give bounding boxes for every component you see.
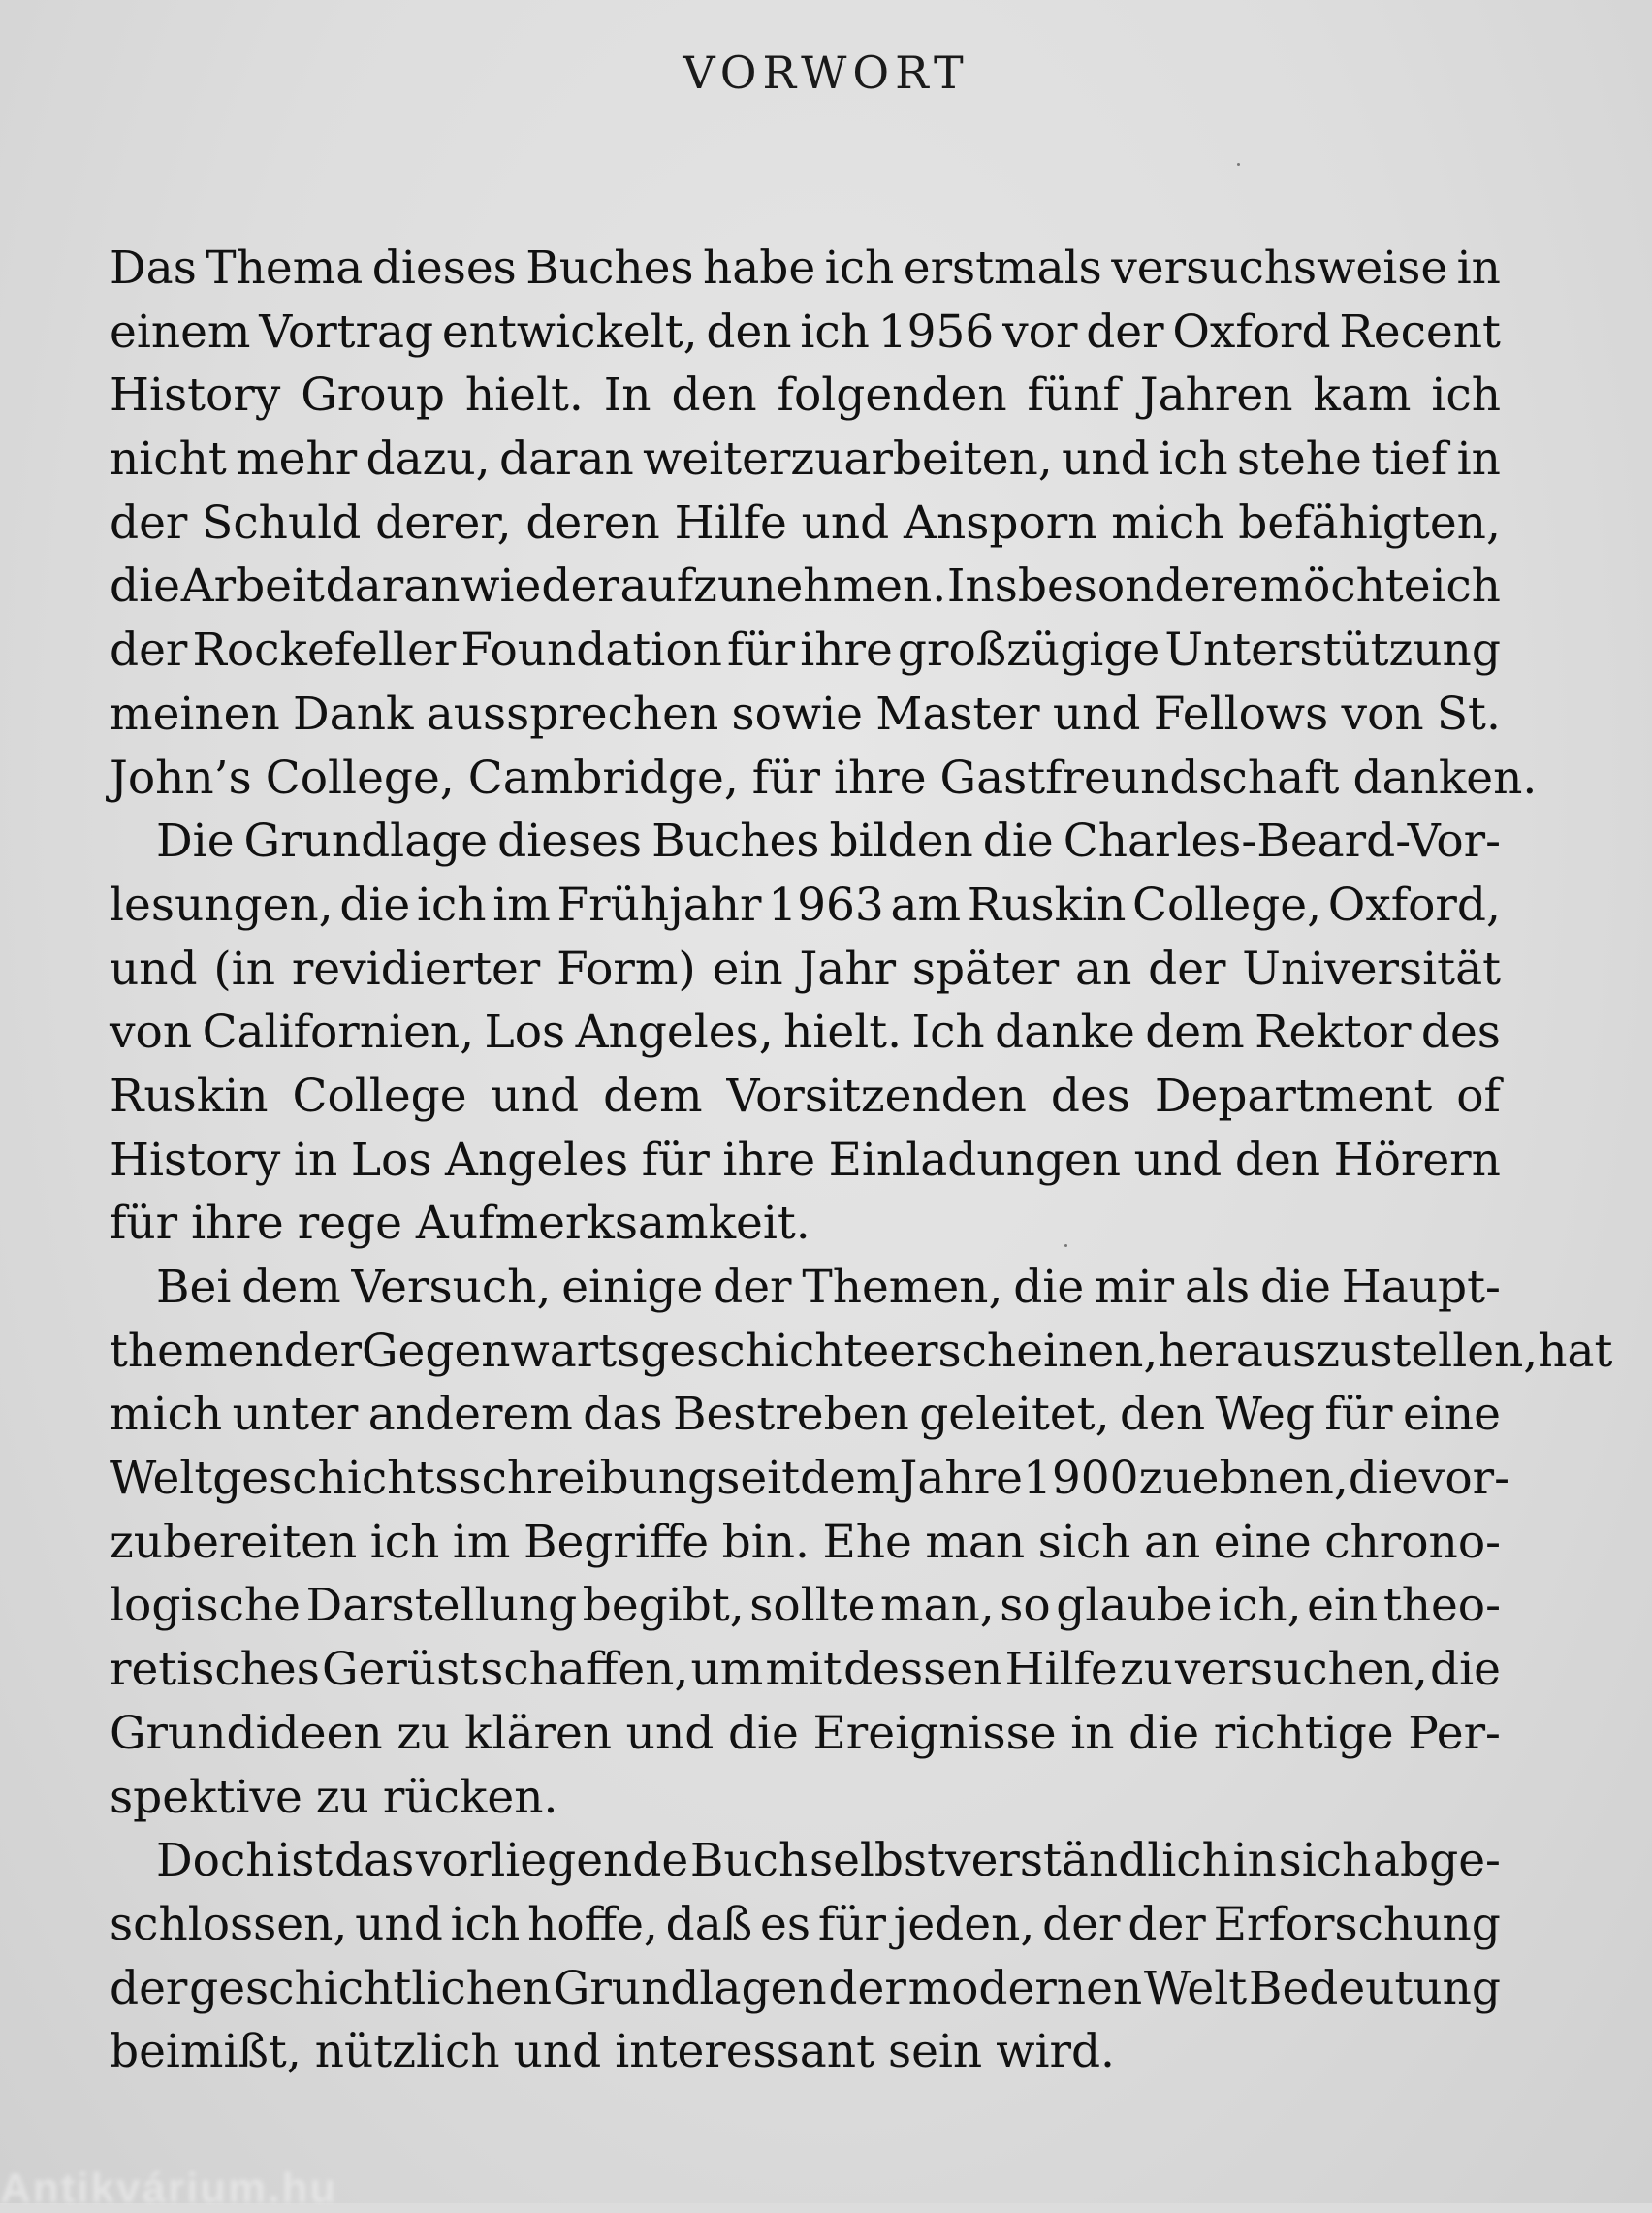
text-line: die Arbeit daran wieder aufzunehmen. Insbesondere möchte ich (110, 560, 1501, 614)
text-line: Weltgeschichtsschreibung seit dem Jahre 1900 zu ebnen, die vor- (110, 1452, 1509, 1506)
text-line: zubereiten ich im Begriffe bin. Ehe man sich an eine chrono- (110, 1515, 1501, 1569)
text-line: lesungen, die ich im Frühjahr 1963 am Ruskin College, Oxford, (110, 878, 1501, 932)
text-line: nicht mehr dazu, daran weiterzuarbeiten, und ich stehe tief in (110, 433, 1501, 487)
text-line: History Group hielt. In den folgenden fünf Jahren kam ich (110, 369, 1501, 423)
text-line: der Rockefeller Foundation für ihre großzügige Unterstützung (110, 624, 1501, 678)
text-line: mich unter anderem das Bestreben geleitet, den Weg für eine (110, 1388, 1501, 1442)
watermark-text: Antikvárium.hu (0, 2165, 338, 2212)
text-line: History in Los Angeles für ihre Einladungen und den Hörern (110, 1133, 1501, 1187)
text-line: der Schuld derer, deren Hilfe und Ansporn mich befähigten, (110, 496, 1501, 550)
text-line: der geschichtlichen Grundlagen der modernen Welt Bedeutung (110, 1961, 1501, 2015)
text-line: Doch ist das vorliegende Buch selbstverständlich in sich abge- (156, 1834, 1501, 1888)
text-line: themen der Gegenwartsgeschichte erscheinen, herauszustellen, hat (110, 1324, 1613, 1378)
text-line: logische Darstellung begibt, sollte man, so glaube ich, ein theo- (110, 1579, 1501, 1633)
text-line: beimißt, nützlich und interessant sein wird. (110, 2025, 1115, 2079)
page-heading: VORWORT (683, 47, 969, 99)
text-line: retisches Gerüst schaffen, um mit dessen Hilfe zu versuchen, die (110, 1643, 1501, 1697)
text-line: einem Vortrag entwickelt, den ich 1956 vor der Oxford Recent (110, 305, 1501, 359)
text-line: Grundideen zu klären und die Ereignisse in die richtige Per- (110, 1706, 1501, 1760)
text-line: von Californien, Los Angeles, hielt. Ich danke dem Rektor des (110, 1006, 1501, 1060)
text-line: Das Thema dieses Buches habe ich erstmals versuchsweise in (110, 241, 1501, 295)
text-line: meinen Dank aussprechen sowie Master und Fellows von St. (110, 687, 1501, 741)
text-line: und (in revidierter Form) ein Jahr später an der Universität (110, 942, 1501, 996)
paper-speck (1237, 163, 1240, 166)
text-line: John’s College, Cambridge, für ihre Gastfreundschaft danken. (110, 751, 1538, 805)
text-line: spektive zu rücken. (110, 1770, 558, 1824)
text-line: Die Grundlage dieses Buches bilden die Charles-Beard-Vor- (156, 815, 1501, 869)
paragraph (110, 1829, 1501, 2084)
text-line: Bei dem Versuch, einige der Themen, die mir als die Haupt- (156, 1261, 1501, 1314)
text-line: Ruskin College und dem Vorsitzenden des Department of (110, 1069, 1501, 1123)
paragraph (110, 1256, 1613, 1829)
preface-text (110, 237, 1613, 2084)
text-line: für ihre rege Aufmerksamkeit. (110, 1197, 810, 1251)
paragraph (110, 810, 1501, 1256)
paper-speck (1064, 1244, 1067, 1247)
paragraph (110, 237, 1538, 810)
text-line: schlossen, und ich hoffe, daß es für jeden, der der Erforschung (110, 1897, 1501, 1951)
